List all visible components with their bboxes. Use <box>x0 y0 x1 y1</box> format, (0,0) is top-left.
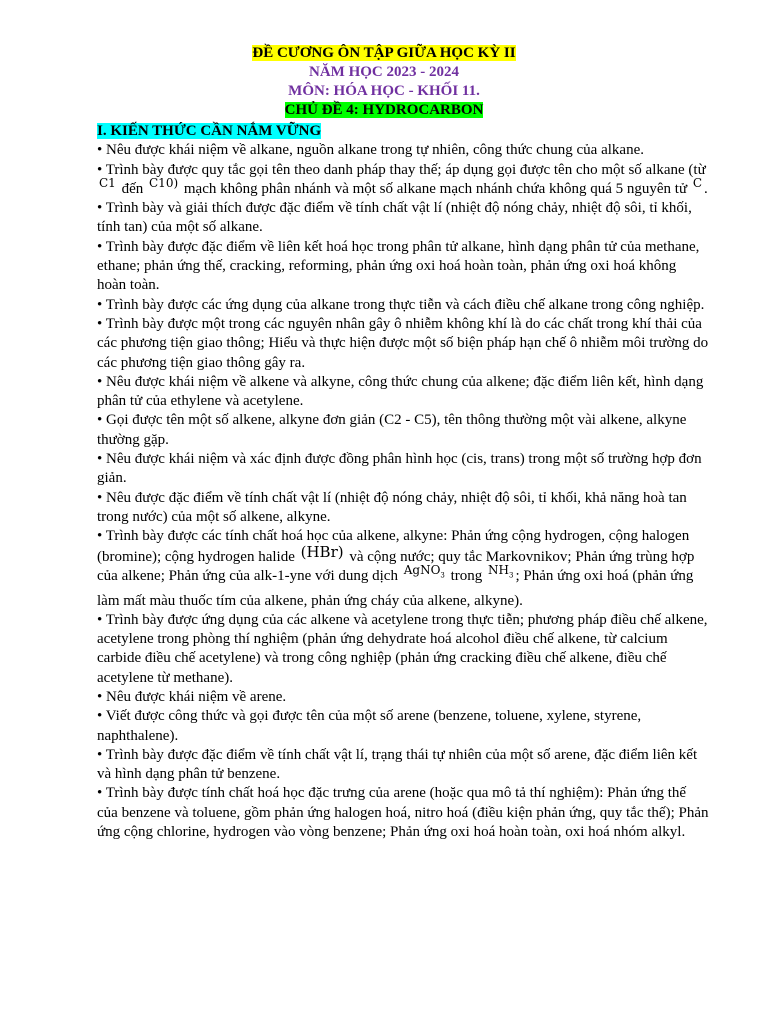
list-item: • Gọi được tên một số alkene, alkyne đơn giản (C2 - C5), tên thông thường một vài alkene, alkyne thường gặp. <box>97 412 687 448</box>
document-header <box>0 0 768 120</box>
list-item: • Nêu được khái niệm về alkene và alkyne, công thức chung của alkene; đặc điểm liên kết, hình dạng phân tử của ethylene và acetylene. <box>97 373 704 410</box>
formula-nh3 <box>488 562 514 580</box>
document-title: ĐỀ CƯƠNG ÔN TẬP GIỮA HỌC KỲ II <box>252 45 516 61</box>
list-item: • Nêu được đặc điểm về tính chất vật lí (nhiệt độ nóng chảy, nhiệt độ sôi, tỉ khối, khả năng hoà tan trong nước) của một số alkene, alkyne. <box>97 489 687 525</box>
section-heading: I. KIẾN THỨC CẦN NẮM VỮNG <box>97 123 322 139</box>
formula-c10: C10) <box>149 175 179 190</box>
formula-nh3-main: NH <box>488 562 510 577</box>
formula-hbr: (HBr) <box>300 542 344 561</box>
document-body <box>97 122 709 842</box>
formula-agno3 <box>403 562 445 580</box>
item-text: . <box>704 180 708 197</box>
list-item <box>97 527 709 611</box>
list-item: • Nêu được khái niệm về alkane, nguồn alkane trong tự nhiên, công thức chung của alkane. <box>97 142 644 159</box>
formula-c: C <box>692 175 703 190</box>
list-item: • Trình bày được tính chất hoá học đặc trưng của arene (hoặc qua mô tả thí nghiệm): Phản ứng thế của benzene và toluene, gồm phản ứng halogen hoá, nitro hoá (điều kiện phản ứng, quy tắc thế); Phản ứng cộng chlorine, hydrogen vào vòng benzene; Phản ứng oxi hoá hoàn toàn, oxi hoá nhóm alkyl. <box>97 785 709 841</box>
list-item: • Trình bày được đặc điểm về tính chất vật lí, trạng thái tự nhiên của một số arene, đặc điểm liên kết và hình dạng phân tử benzene. <box>97 746 698 783</box>
list-item: • Nêu được khái niệm và xác định được đồng phân hình học (cis, trans) trong một số trường hợp đơn giản. <box>97 451 702 487</box>
list-item: • Trình bày được một trong các nguyên nhân gây ô nhiễm không khí là do các chất trong khí thải của các phương tiện giao thông; Hiểu và thực hiện được một số biện pháp hạn chế ô nhiễm môi trường do các phương tiện giao thông gây ra. <box>97 315 709 371</box>
item-text: đến <box>121 180 144 197</box>
list-item: • Viết được công thức và gọi được tên của một số arene (benzene, toluene, xylene, styrene, naphthalene). <box>97 708 642 744</box>
list-item: • Trình bày được đặc điểm về liên kết hoá học trong phân tử alkane, hình dạng phân tử của methane, ethane; phản ứng thế, cracking, reforming, phản ứng oxi hoá hoàn toàn, phản ứng oxi hoá không hoàn toàn. <box>97 238 700 294</box>
formula-nh3-sub: 3 <box>509 571 514 580</box>
subject-line: MÔN: HÓA HỌC - KHỐI 11. <box>288 83 480 99</box>
formula-c1: C1 <box>99 175 116 190</box>
item-text: ; Phản ứng oxi hoá (phản ứng làm mất màu thuốc tím của alkene, phản ứng cháy của alkene, alkyne). <box>97 567 694 609</box>
list-item: • Trình bày được các ứng dụng của alkane trong thực tiễn và cách điều chế alkane trong công nghiệp. <box>97 296 705 313</box>
school-year: NĂM HỌC 2023 - 2024 <box>309 64 459 80</box>
list-item <box>97 161 709 200</box>
item-text: và cộng nước; quy tắc Markovnikov; Phản ứng trùng hợp của alkene; Phản ứng của alk-1-yne với dung dịch <box>97 548 695 584</box>
list-item: • Nêu được khái niệm về arene. <box>97 689 287 705</box>
list-item: • Trình bày được ứng dụng của các alkene và acetylene trong thực tiễn; phương pháp điều chế alkene, acetylene trong phòng thí nghiệm (phản ứng dehydrate hoá alcohol điều chế alkene, từ calcium carbide điều chế acetylene) và trong công nghiệp (phản ứng cracking điều chế alkene, điều chế acetylene từ methane). <box>97 611 708 686</box>
item-text: trong <box>450 567 483 584</box>
formula-agno3-sub: 3 <box>440 571 445 580</box>
item-text: • Trình bày được quy tắc gọi tên theo danh pháp thay thế; áp dụng gọi được tên cho một số alkane (từ <box>97 161 706 178</box>
list-item: • Trình bày và giải thích được đặc điểm về tính chất vật lí (nhiệt độ nóng chảy, nhiệt độ sôi, tỉ khối, tính tan) của một số alkane. <box>97 200 692 236</box>
item-text: mạch không phân nhánh và một số alkane mạch nhánh chứa không quá 5 nguyên tử <box>183 180 688 197</box>
item-text: • Trình bày được các tính chất hoá học của alkene, alkyne: Phản ứng cộng hydrogen, cộng halogen (bromine); cộng hydrogen halide <box>97 528 690 565</box>
formula-agno3-main: AgNO <box>403 562 441 577</box>
topic-title: CHỦ ĐỀ 4: HYDROCARBON <box>284 102 484 118</box>
